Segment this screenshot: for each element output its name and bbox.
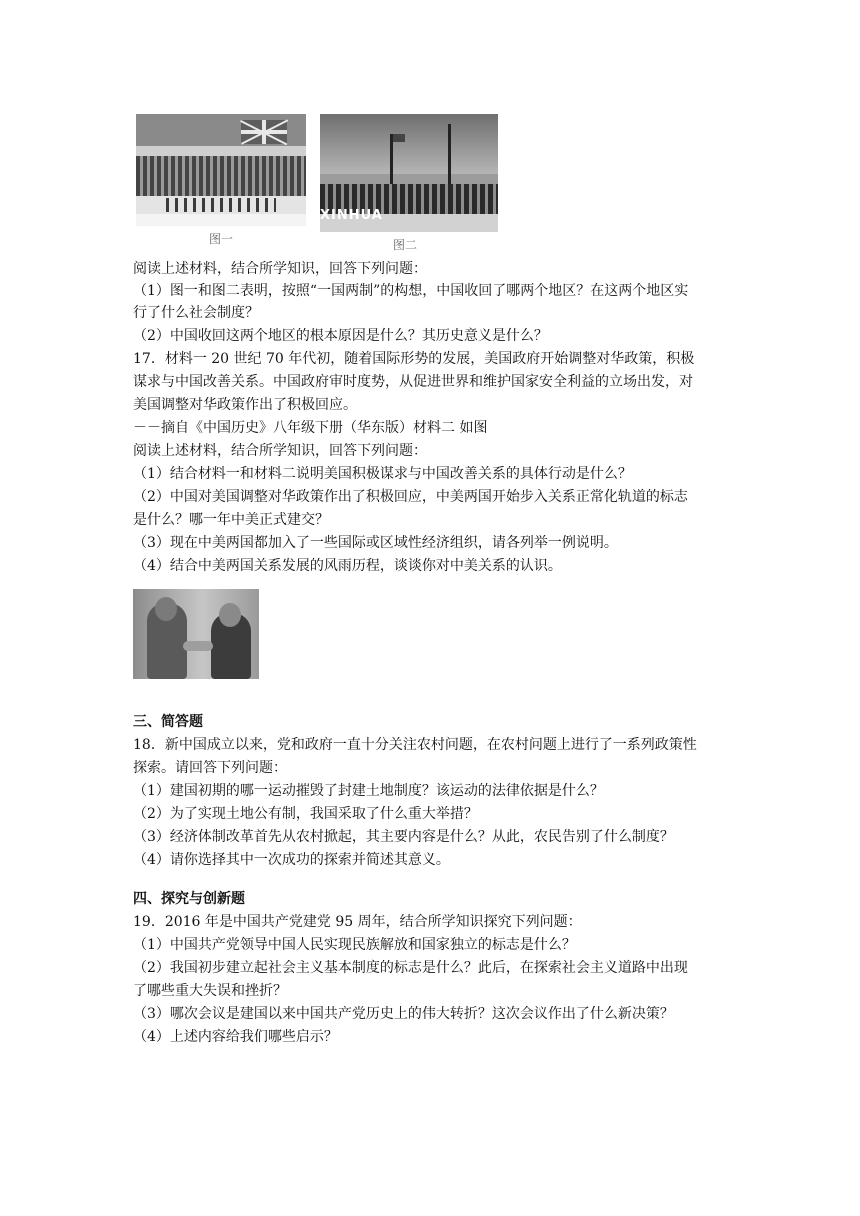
q16-part1-line2: 行了什么社会制度？ xyxy=(133,305,259,321)
q16-part2: （2）中国收回这两个地区的根本原因是什么？其历史意义是什么？ xyxy=(133,328,548,344)
q19-part1: （1）中国共产党领导中国人民实现民族解放和国家独立的标志是什么？ xyxy=(133,937,576,953)
q16-intro: 阅读上述材料，结合所学知识，回答下列问题： xyxy=(133,261,427,277)
q17-part2-line2: 是什么？哪一年中美正式建交？ xyxy=(133,512,329,528)
q17-line3: 美国调整对华政策作出了积极回应。 xyxy=(133,397,357,413)
photo-watermark: XINHUA xyxy=(320,208,383,223)
section-4-heading: 四、探究与创新题 xyxy=(133,891,245,907)
q17-intro: 阅读上述材料，结合所学知识，回答下列问题： xyxy=(133,443,427,459)
figure-1-caption: 图一 xyxy=(208,232,233,246)
q18-part3: （3）经济体制改革首先从农村掀起，其主要内容是什么？从此，农民告别了什么制度？ xyxy=(133,829,674,845)
q16-part1-line1: （1）图一和图二表明，按照“一国两制”的构想，中国收回了哪两个地区？在这两个地区实 xyxy=(133,283,689,299)
q19-part2-line2: 了哪些重大失误和挫折？ xyxy=(133,983,287,999)
photo-figure-1 xyxy=(136,114,306,226)
q18-line1: 18．新中国成立以来，党和政府一直十分关注农村问题，在农村问题上进行了一系列政策性 xyxy=(133,737,697,753)
q17-part2-line1: （2）中国对美国调整对华政策作出了积极回应，中美两国开始步入关系正常化轨道的标志 xyxy=(133,489,688,505)
q19-part3: （3）哪次会议是建国以来中国共产党历史上的伟大转折？这次会议作出了什么新决策？ xyxy=(133,1006,674,1022)
q18-line2: 探索。请回答下列问题： xyxy=(133,760,287,776)
q19-line1: 19．2016 年是中国共产党建党 95 周年，结合所学知识探究下列问题： xyxy=(133,914,582,930)
q17-part1: （1）结合材料一和材料二说明美国积极谋求与中国改善关系的具体行动是什么？ xyxy=(133,466,632,482)
q17-part4: （4）结合中美两国关系发展的风雨历程，谈谈你对中美关系的认识。 xyxy=(133,558,562,574)
q17-line2: 谋求与中国改善关系。中国政府审时度势，从促进世界和维护国家安全利益的立场出发，对 xyxy=(133,374,693,390)
union-jack-flag-icon xyxy=(241,120,287,144)
q18-part1: （1）建国初期的哪一运动摧毁了封建土地制度？该运动的法律依据是什么？ xyxy=(133,783,604,799)
q19-part4: （4）上述内容给我们哪些启示？ xyxy=(133,1029,338,1045)
q17-source: －－摘自《中国历史》八年级下册（华东版）材料二 如图 xyxy=(133,420,488,436)
q18-part4: （4）请你选择其中一次成功的探索并简述其意义。 xyxy=(133,852,450,868)
photo-handshake xyxy=(133,589,259,679)
q18-part2: （2）为了实现土地公有制，我国采取了什么重大举措？ xyxy=(133,806,478,822)
q19-part2-line1: （2）我国初步建立起社会主义基本制度的标志是什么？此后，在探索社会主义道路中出现 xyxy=(133,960,688,976)
photo-figure-2 xyxy=(320,114,498,232)
figure-2-caption: 图二 xyxy=(392,238,417,252)
section-3-heading: 三、简答题 xyxy=(133,714,203,730)
q17-part3: （3）现在中美两国都加入了一些国际或区域性经济组织，请各列举一例说明。 xyxy=(133,535,618,551)
q17-line1: 17．材料一 20 世纪 70 年代初，随着国际形势的发展，美国政府开始调整对华政策，积极 xyxy=(133,351,695,367)
